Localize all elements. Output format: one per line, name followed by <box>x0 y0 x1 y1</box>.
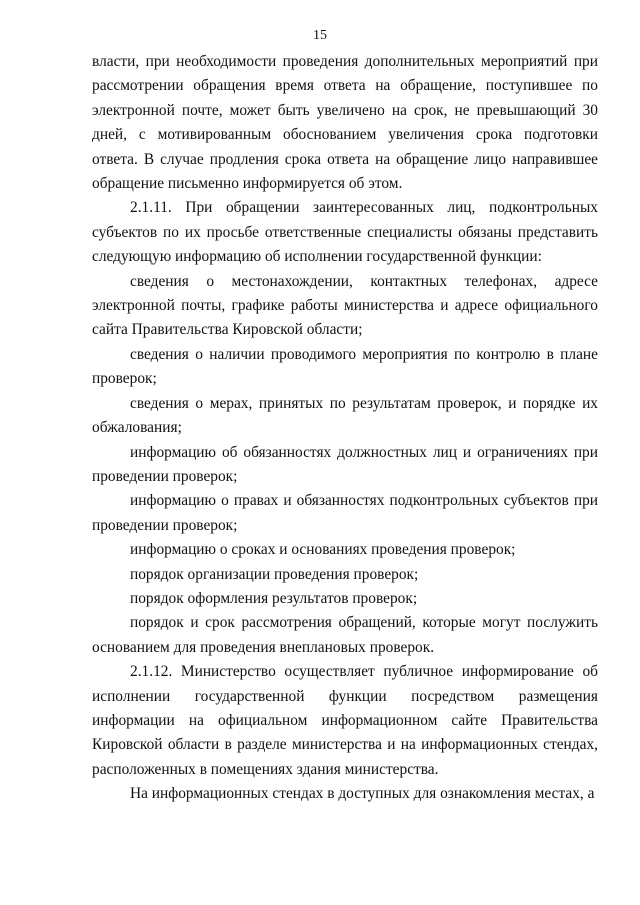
paragraph: сведения о наличии проводимого мероприятия по контролю в плане проверок; <box>92 345 598 388</box>
paragraph: На информационных стендах в доступных для ознакомления местах, а <box>130 785 595 803</box>
paragraph: 2.1.11. При обращении заинтересованных лиц, подконтрольных субъектов по их просьбе ответственные специалисты обязаны представить следующую информацию об исполнении государственной функции: <box>92 199 598 266</box>
paragraph: информацию о правах и обязанностях подконтрольных субъектов при проведении проверок; <box>92 492 598 534</box>
paragraph: порядок организации проведения проверок; <box>130 565 419 583</box>
paragraph: сведения о мерах, принятых по результатам проверок, и порядке их обжалования; <box>92 394 598 437</box>
paragraph: порядок и срок рассмотрения обращений, которые могут послужить основанием для проведения внеплановых проверок. <box>92 614 598 656</box>
paragraph: информацию об обязанностях должностных лиц и ограничениях при проведении проверок; <box>92 443 598 485</box>
paragraph: 2.1.12. Министерство осуществляет публичное информирование об исполнении государственной функции посредством размещения информации на официальном информационном сайте Правительства Кировской области в разделе министерства и на информационных стендах, расположенных в помещениях здания министерства. <box>92 663 598 778</box>
page-number: 15 <box>313 28 327 43</box>
paragraph: власти, при необходимости проведения дополнительных мероприятий при рассмотрении обращения время ответа на обращение, поступившее по электронной почте, может быть увеличено на срок, не превышающий 30 дней, с мотивированным обоснованием увеличения срока подготовки ответа. В случае продления срока ответа на обращение лицо направившее обращение письменно информируется об этом. <box>92 53 598 193</box>
paragraph: сведения о местонахождении, контактных телефонах, адресе электронной почты, графике работы министерства и адресе официального сайта Правительства Кировской области; <box>92 272 598 339</box>
paragraph: информацию о сроках и основаниях проведения проверок; <box>130 541 516 559</box>
paragraph: порядок оформления результатов проверок; <box>130 589 418 607</box>
document-body <box>92 50 598 807</box>
